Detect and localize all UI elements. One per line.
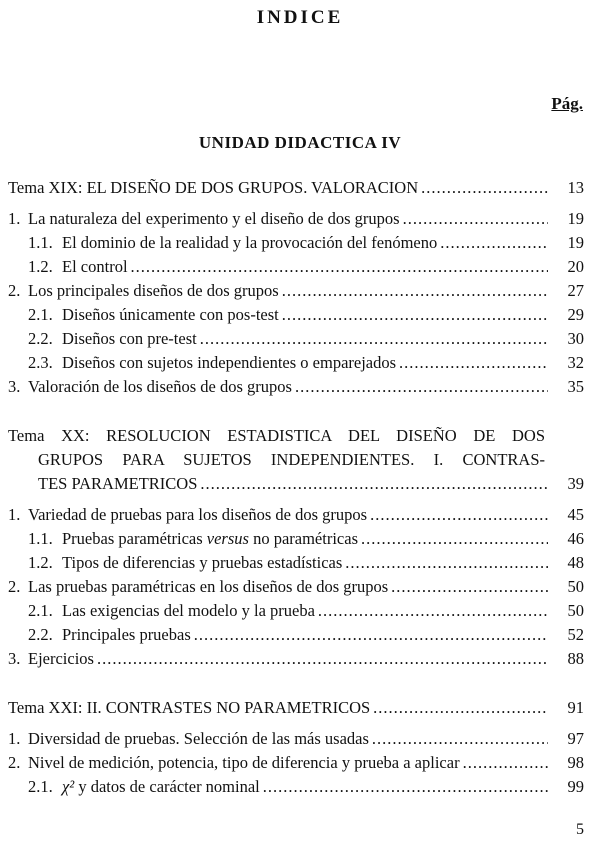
- toc-entry-label: Nivel de medición, potencia, tipo de diferencia y prueba a aplicar: [28, 753, 460, 772]
- toc-entry-number: 1.1.: [28, 233, 53, 252]
- unit-heading: UNIDAD DIDACTICA IV: [198, 133, 402, 152]
- toc-entry-label: Diseños con pre-test: [62, 329, 197, 348]
- leader-dots: [463, 751, 548, 775]
- toc-entry-number: 1.1.: [28, 529, 53, 548]
- toc-entry-number: 2.1.: [28, 601, 53, 620]
- toc-entry-page: 39: [567, 474, 584, 493]
- leader-dots: [370, 503, 548, 527]
- toc-entry-tema-xx-line2: GRUPOS PARA SUJETOS INDEPENDIENTES. I. CONTRAS-: [38, 450, 545, 469]
- toc-entry-page: 97: [567, 729, 584, 748]
- leader-dots: [403, 207, 548, 231]
- toc-entry[interactable]: [0, 375, 600, 399]
- toc-entry-tema-xx-line1: Tema XX: RESOLUCION ESTADISTICA DEL DISEÑO DE DOS: [8, 426, 545, 445]
- toc-entry-number: 2.: [8, 577, 21, 596]
- toc-entry-page: 29: [567, 305, 584, 324]
- toc-entry[interactable]: [0, 207, 600, 231]
- toc-entry-label: Principales pruebas: [62, 625, 191, 644]
- toc-entry-page: 19: [567, 209, 584, 228]
- leader-dots: [194, 623, 548, 647]
- toc-entry-number: 1.2.: [28, 553, 53, 572]
- leader-dots: [318, 599, 548, 623]
- toc-entry-label: Tema XXI: II. CONTRASTES NO PARAMETRICOS: [8, 698, 371, 717]
- toc-entry-number: 3.: [8, 377, 21, 396]
- leader-dots: [282, 279, 548, 303]
- toc-entry-page: 99: [567, 777, 584, 796]
- leader-dots: [97, 647, 548, 671]
- toc-entry-page: 20: [567, 257, 584, 276]
- toc-entry[interactable]: [0, 599, 600, 623]
- toc-entry-tema-xix[interactable]: [0, 176, 600, 200]
- toc-entry-label: Tema XIX: EL DISEÑO DE DOS GRUPOS. VALORACION: [8, 178, 419, 197]
- page-column-header: Pág.: [551, 94, 583, 113]
- toc-entry-number: 2.2.: [28, 329, 53, 348]
- toc-entry-number: 1.: [8, 729, 21, 748]
- toc-entry[interactable]: [0, 231, 600, 255]
- toc-entry-page: 32: [567, 353, 584, 372]
- chi-squared-symbol: χ²: [62, 777, 75, 796]
- toc-entry-number: 2.3.: [28, 353, 53, 372]
- toc-entry-label: TES PARAMETRICOS: [38, 474, 198, 493]
- leader-dots: [440, 231, 548, 255]
- toc-entry-number: 2.1.: [28, 777, 53, 796]
- toc-entry[interactable]: [0, 527, 600, 551]
- toc-entry-label: Las exigencias del modelo y la prueba: [62, 601, 315, 620]
- index-title: INDICE: [256, 7, 344, 28]
- toc-entry[interactable]: [0, 575, 600, 599]
- toc-entry-label: [62, 775, 263, 799]
- toc-entry[interactable]: [0, 279, 600, 303]
- toc-entry-page: 45: [567, 505, 584, 524]
- toc-entry-label: [62, 527, 361, 551]
- toc-entry-page: 88: [567, 649, 584, 668]
- toc-entry-number: 2.: [8, 281, 21, 300]
- toc-entry-page: 50: [567, 577, 584, 596]
- toc-entry-label: Diversidad de pruebas. Selección de las más usadas: [28, 729, 369, 748]
- toc-entry-label: Ejercicios: [28, 649, 94, 668]
- toc-entry-label: Las pruebas paramétricas en los diseños de dos grupos: [28, 577, 389, 596]
- leader-dots: [200, 472, 548, 496]
- leader-dots: [263, 775, 548, 799]
- leader-dots: [295, 375, 548, 399]
- toc-entry-number: 1.2.: [28, 257, 53, 276]
- leader-dots: [399, 351, 548, 375]
- leader-dots: [131, 255, 548, 279]
- toc-entry[interactable]: [0, 775, 600, 799]
- leader-dots: [361, 527, 548, 551]
- toc-entry-page: 50: [567, 601, 584, 620]
- toc-entry[interactable]: [0, 255, 600, 279]
- toc-entry-page: 13: [567, 178, 584, 197]
- toc-entry-page: 48: [567, 553, 584, 572]
- toc-entry-number: 3.: [8, 649, 21, 668]
- page-number: 5: [576, 821, 584, 838]
- toc-entry-label: La naturaleza del experimento y el diseño de dos grupos: [28, 209, 400, 228]
- toc-entry-number: 2.2.: [28, 625, 53, 644]
- toc-entry-number: 1.: [8, 505, 21, 524]
- toc-entry-page: 19: [567, 233, 584, 252]
- toc-entry-label: Los principales diseños de dos grupos: [28, 281, 279, 300]
- toc-entry-page: 35: [567, 377, 584, 396]
- toc-entry-page: 27: [567, 281, 584, 300]
- label-part: no paramétricas: [248, 529, 358, 548]
- toc-entry[interactable]: [0, 647, 600, 671]
- toc-entry-label: Variedad de pruebas para los diseños de dos grupos: [28, 505, 368, 524]
- label-part: Pruebas paramétricas: [62, 529, 207, 548]
- toc-entry-label: Diseños con sujetos independientes o emparejados: [62, 353, 397, 372]
- toc-entry-tema-xxi[interactable]: [0, 696, 600, 720]
- toc-entry[interactable]: [0, 751, 600, 775]
- toc-entry-label: Tipos de diferencias y pruebas estadísticas: [62, 553, 343, 572]
- toc-entry-label: Valoración de los diseños de dos grupos: [28, 377, 292, 396]
- label-italic-part: versus: [206, 529, 249, 548]
- toc-entry-page: 46: [567, 529, 584, 548]
- label-part: y datos de carácter nominal: [74, 777, 260, 796]
- leader-dots: [373, 696, 548, 720]
- toc-entry-page: 98: [567, 753, 584, 772]
- leader-dots: [372, 727, 548, 751]
- toc-entry-number: 2.1.: [28, 305, 53, 324]
- toc-entry[interactable]: [0, 503, 600, 527]
- toc-entry[interactable]: [0, 727, 600, 751]
- toc-entry[interactable]: [0, 351, 600, 375]
- toc-entry-label: El control: [62, 257, 128, 276]
- toc-entry-page: 91: [567, 698, 584, 717]
- toc-entry-page: 30: [567, 329, 584, 348]
- toc-entry-label: Diseños únicamente con pos-test: [62, 305, 279, 324]
- toc-entry-label: El dominio de la realidad y la provocación del fenómeno: [62, 233, 438, 252]
- toc-entry-tema-xx[interactable]: [0, 472, 600, 496]
- leader-dots: [345, 551, 548, 575]
- toc-entry[interactable]: [0, 327, 600, 351]
- toc-entry[interactable]: [0, 623, 600, 647]
- toc-entry-page: 52: [567, 625, 584, 644]
- toc-entry[interactable]: [0, 551, 600, 575]
- leader-dots: [391, 575, 548, 599]
- toc-entry[interactable]: [0, 303, 600, 327]
- leader-dots: [282, 303, 548, 327]
- leader-dots: [421, 176, 548, 200]
- toc-entry-number: 2.: [8, 753, 21, 772]
- leader-dots: [200, 327, 548, 351]
- toc-entry-number: 1.: [8, 209, 21, 228]
